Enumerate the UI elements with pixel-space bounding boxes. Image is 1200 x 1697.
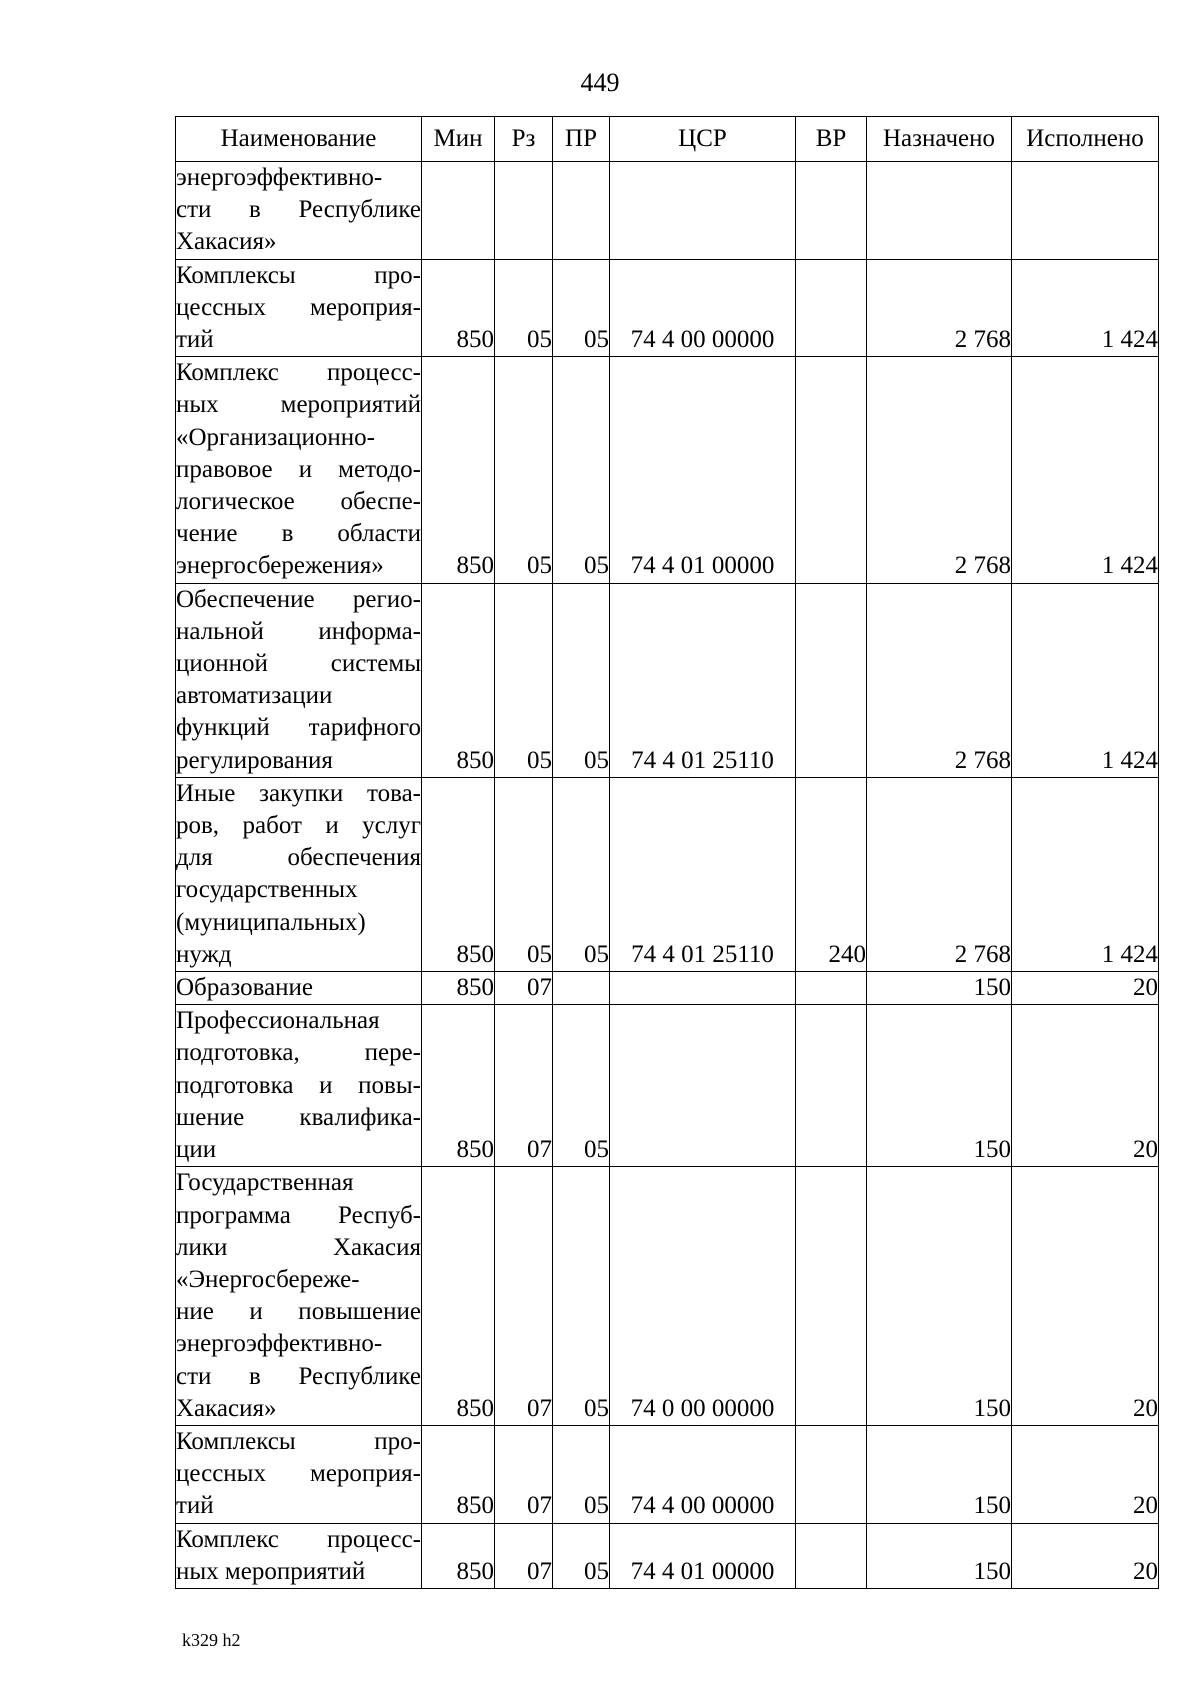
- cell-assigned: 150: [867, 1005, 1012, 1167]
- cell-csr: 74 4 01 25110: [610, 583, 796, 777]
- cell-rz: [495, 162, 553, 260]
- cell-min: 850: [422, 1167, 495, 1426]
- cell-assigned: 150: [867, 972, 1012, 1005]
- cell-name-line: Комплекс процесс-: [176, 359, 421, 387]
- cell-csr: 74 0 00 00000: [610, 1167, 796, 1426]
- cell-min: 850: [422, 357, 495, 583]
- table-header-row: [176, 117, 1159, 162]
- cell-name-line: автоматизации: [176, 682, 333, 710]
- cell-assigned: 150: [867, 1523, 1012, 1588]
- cell-name-line: ных мероприятий: [176, 1557, 366, 1585]
- cell-pr: 05: [553, 777, 610, 971]
- cell-executed: 1 424: [1012, 777, 1159, 971]
- cell-name-line: логическое обеспе-: [176, 488, 421, 516]
- table-row: [176, 777, 1159, 971]
- cell-name-line: для обеспечения: [176, 844, 421, 872]
- cell-name: [176, 1167, 422, 1426]
- cell-name-line: Профессиональная: [176, 1007, 380, 1035]
- cell-name-line: энергоэффективно-: [176, 164, 383, 191]
- cell-rz: 05: [495, 259, 553, 357]
- cell-min: 850: [422, 583, 495, 777]
- cell-min: 850: [422, 777, 495, 971]
- cell-rz: 07: [495, 1005, 553, 1167]
- cell-csr: 74 4 00 00000: [610, 1425, 796, 1523]
- cell-pr: [553, 972, 610, 1005]
- cell-min: 850: [422, 259, 495, 357]
- table-row: [176, 357, 1159, 583]
- cell-name-line: энергоэффективно-: [176, 1330, 383, 1358]
- cell-executed: 20: [1012, 1523, 1159, 1588]
- cell-csr: [610, 162, 796, 260]
- cell-rz: 07: [495, 1425, 553, 1523]
- cell-name: [176, 162, 422, 260]
- cell-name-line: подготовка и повы-: [176, 1071, 421, 1099]
- cell-min: 850: [422, 1523, 495, 1588]
- column-header-min: Мин: [422, 117, 495, 162]
- cell-name-line: «Организационно-: [176, 423, 375, 451]
- cell-name-line: сти в Республике: [176, 1362, 421, 1390]
- column-header-assigned: Назначено: [867, 117, 1012, 162]
- cell-name-line: тий: [176, 326, 214, 354]
- cell-min: 850: [422, 1005, 495, 1167]
- cell-vr: [796, 162, 867, 260]
- footer-code: k329 h2: [182, 1630, 241, 1650]
- cell-name-line: программа Респуб-: [176, 1201, 421, 1229]
- cell-name-line: Образование: [176, 974, 314, 1002]
- cell-name: [176, 357, 422, 583]
- cell-name-line: нужд: [176, 940, 232, 968]
- cell-rz: 07: [495, 972, 553, 1005]
- cell-assigned: 150: [867, 1167, 1012, 1426]
- cell-executed: 20: [1012, 1425, 1159, 1523]
- cell-name-line: ров, работ и услуг: [176, 812, 421, 840]
- cell-csr: 74 4 00 00000: [610, 259, 796, 357]
- cell-name-line: ние и повышение: [176, 1298, 421, 1326]
- cell-assigned: 2 768: [867, 259, 1012, 357]
- cell-vr: 240: [796, 777, 867, 971]
- cell-name-line: сти в Республике: [176, 196, 421, 224]
- cell-vr: [796, 357, 867, 583]
- cell-executed: 1 424: [1012, 583, 1159, 777]
- cell-min: 850: [422, 972, 495, 1005]
- cell-pr: 05: [553, 1167, 610, 1426]
- table-row: [176, 1523, 1159, 1588]
- cell-name-line: Иные закупки това-: [176, 779, 421, 807]
- cell-vr: [796, 583, 867, 777]
- cell-rz: 07: [495, 1167, 553, 1426]
- cell-rz: 05: [495, 357, 553, 583]
- table-row: [176, 1167, 1159, 1426]
- table-row: [176, 1005, 1159, 1167]
- cell-name-line: чение в области: [176, 520, 421, 548]
- cell-name-line: Комплекс процесс-: [176, 1525, 421, 1553]
- cell-name-line: цессных мероприя-: [176, 293, 421, 321]
- cell-min: [422, 162, 495, 260]
- cell-name-line: Хакасия»: [176, 228, 277, 256]
- cell-csr: [610, 1005, 796, 1167]
- cell-name: [176, 972, 422, 1005]
- table-body: [176, 162, 1159, 1589]
- cell-name-line: лики Хакасия: [176, 1233, 421, 1261]
- table-row: [176, 1425, 1159, 1523]
- column-header-pr: ПР: [553, 117, 610, 162]
- cell-name: [176, 777, 422, 971]
- cell-executed: 20: [1012, 1005, 1159, 1167]
- cell-name-line: регулирования: [176, 746, 333, 774]
- column-header-rz: Рз: [495, 117, 553, 162]
- cell-assigned: 2 768: [867, 583, 1012, 777]
- column-header-vr: ВР: [796, 117, 867, 162]
- cell-vr: [796, 1523, 867, 1588]
- table-row: [176, 972, 1159, 1005]
- cell-pr: 05: [553, 583, 610, 777]
- cell-name-line: ции: [176, 1136, 217, 1164]
- cell-name-line: тий: [176, 1492, 214, 1520]
- cell-name-line: ных мероприятий: [176, 391, 421, 419]
- cell-rz: 05: [495, 583, 553, 777]
- cell-name-line: Государственная: [176, 1169, 354, 1197]
- cell-csr: 74 4 01 00000: [610, 1523, 796, 1588]
- cell-name-line: ционной системы: [176, 650, 421, 678]
- table-row: [176, 162, 1159, 260]
- cell-csr: 74 4 01 25110: [610, 777, 796, 971]
- cell-assigned: 2 768: [867, 777, 1012, 971]
- table-row: [176, 259, 1159, 357]
- cell-vr: [796, 1167, 867, 1426]
- cell-executed: 1 424: [1012, 259, 1159, 357]
- cell-rz: 05: [495, 777, 553, 971]
- cell-name-line: нальной информа-: [176, 617, 421, 645]
- cell-csr: 74 4 01 00000: [610, 357, 796, 583]
- cell-name-line: подготовка, пере-: [176, 1039, 421, 1067]
- cell-pr: 05: [553, 1523, 610, 1588]
- budget-table: [175, 116, 1159, 1589]
- cell-assigned: [867, 162, 1012, 260]
- cell-vr: [796, 1005, 867, 1167]
- cell-name-line: правовое и методо-: [176, 455, 421, 483]
- cell-pr: [553, 162, 610, 260]
- cell-name: [176, 259, 422, 357]
- column-header-executed: Исполнено: [1012, 117, 1159, 162]
- cell-name: [176, 1425, 422, 1523]
- cell-name-line: Комплексы про-: [176, 261, 421, 289]
- cell-name: [176, 1523, 422, 1588]
- cell-pr: 05: [553, 1005, 610, 1167]
- cell-name-line: цессных мероприя-: [176, 1460, 421, 1488]
- cell-name-line: Обеспечение регио-: [176, 585, 421, 613]
- column-header-name: Наименование: [176, 117, 422, 162]
- cell-executed: 1 424: [1012, 357, 1159, 583]
- cell-name: [176, 1005, 422, 1167]
- cell-name-line: Комплексы про-: [176, 1427, 421, 1455]
- cell-assigned: 2 768: [867, 357, 1012, 583]
- cell-assigned: 150: [867, 1425, 1012, 1523]
- cell-executed: 20: [1012, 1167, 1159, 1426]
- cell-csr: [610, 972, 796, 1005]
- cell-name-line: «Энергосбереже-: [176, 1265, 360, 1293]
- cell-executed: 20: [1012, 972, 1159, 1005]
- cell-vr: [796, 1425, 867, 1523]
- cell-name-line: энергосбережения»: [176, 552, 384, 580]
- column-header-csr: ЦСР: [610, 117, 796, 162]
- cell-name: [176, 583, 422, 777]
- cell-pr: 05: [553, 357, 610, 583]
- cell-rz: 07: [495, 1523, 553, 1588]
- cell-name-line: (муниципальных): [176, 908, 366, 936]
- cell-name-line: Хакасия»: [176, 1394, 277, 1422]
- cell-name-line: функций тарифного: [176, 714, 421, 742]
- cell-vr: [796, 259, 867, 357]
- cell-executed: [1012, 162, 1159, 260]
- cell-pr: 05: [553, 1425, 610, 1523]
- cell-vr: [796, 972, 867, 1005]
- cell-min: 850: [422, 1425, 495, 1523]
- cell-name-line: шение квалифика-: [176, 1103, 421, 1131]
- cell-pr: 05: [553, 259, 610, 357]
- page-number: 449: [580, 68, 620, 97]
- table-row: [176, 583, 1159, 777]
- cell-name-line: государственных: [176, 876, 358, 904]
